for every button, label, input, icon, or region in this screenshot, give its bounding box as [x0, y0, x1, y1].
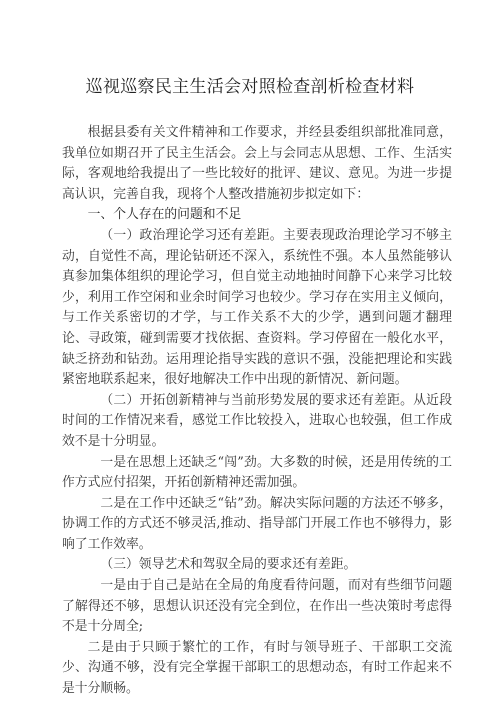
document-title: 巡视巡察民主生活会对照检查剖析检查材料 [85, 77, 415, 97]
paragraph-4: 二是在工作中还缺乏“钻”劲。解决实际问题的方法还不够多，协调工作的方式还不够灵活,推动、指导部门开展工作也不够得力，影响了工作效率。 [62, 495, 452, 552]
section-heading: 一、个人存在的问题和不足 [87, 207, 242, 223]
paragraph-2: （二）开拓创新精神与当前形势发展的要求还有差距。从近段时间的工作情况来看，感觉工作比较投入，进取心也较强，但工作成效不是十分明显。 [62, 392, 452, 449]
paragraph-5: （三）领导艺术和驾驭全局的要求还有差距。 [100, 557, 357, 573]
paragraph-6: 一是由于自己是站在全局的角度看待问题，而对有些细节问题了解得还不够，思想认识还没有完全到位，在作出一些决策时考虑得不是十分周全; [62, 578, 452, 635]
paragraph-1: （一）政治理论学习还有差距。主要表现政治理论学习不够主动，自觉性不高，理论钻研还不深入，系统性不强。本人虽然能够认真参加集体组织的理论学习，但自觉主动地抽时间静下心来学习比较少，利用工作空闲和业余时间学习也较少。学习存在实用主义倾向，与工作关系密切的才学，与工作关系不大的少学，遇到问题才翻理论、寻政策，碰到需要才找依据、查资料。学习停留在一般化水平，缺乏挤劲和钻劲。运用理论指导实践的意识不强，没能把理论和实践紧密地联系起来，很好地解决工作中出现的新情况、新问题。 [62, 227, 452, 388]
intro-paragraph: 根据县委有关文件精神和工作要求，并经县委组织部批准同意，我单位如期召开了民主生活会。会上与会同志从思想、工作、生活实际，客观地给我提出了一些比较好的批评、建议、意见。为进一步提高认识，完善自我，现将个人整改措施初步拟定如下： [62, 125, 452, 202]
paragraph-7: 二是由于只顾于繁忙的工作，有时与领导班子、干部职工交流少、沟通不够，没有完全掌握干部职工的思想动态，有时工作起来不是十分顺畅。 [62, 639, 452, 697]
paragraph-3: 一是在思想上还缺乏“闯”劲。大多数的时候，还是用传统的工作方式应付招架，开拓创新精神还需加强。 [62, 454, 452, 491]
